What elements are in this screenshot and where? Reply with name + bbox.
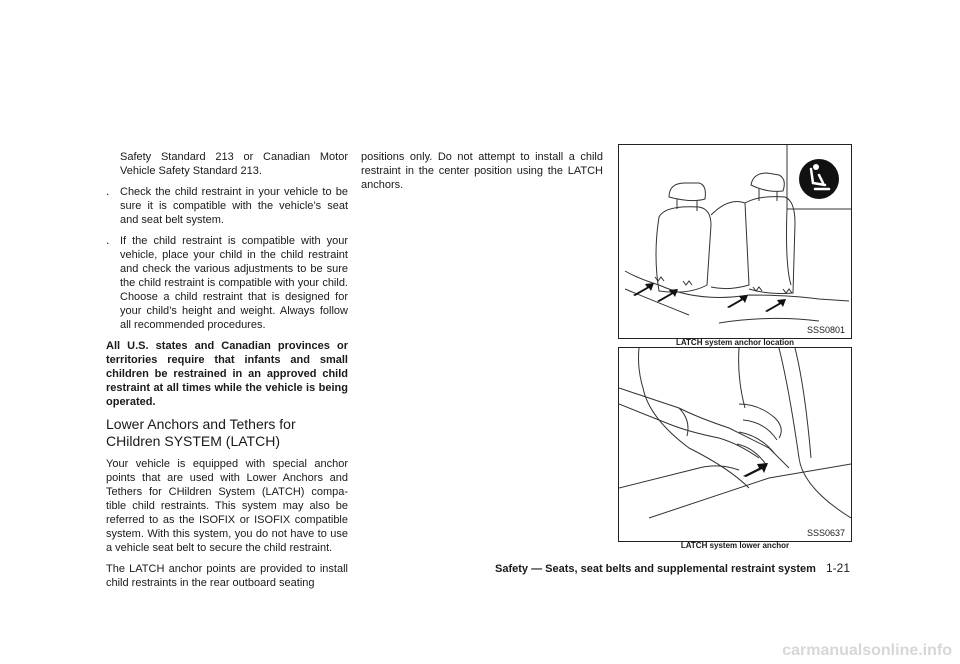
body-paragraph: The LATCH anchor points are provided to install child restraints in the rear outboard seating	[106, 563, 348, 589]
body-paragraph: Your vehicle is equipped with special anchor points that are used with Lower Anchors and Tethers for CHildren System (LATCH) compa-tible child restraints. This system may also be referred to as the ISOFIX or ISOFIX compatible system. With this system, you do not have to use a vehicle seat belt to secure the child restraint.	[106, 458, 348, 554]
child-seat-anchor-icon	[799, 159, 839, 199]
body-paragraph: positions only. Do not attempt to install a child restraint in the center position using the LATCH anchors.	[361, 151, 603, 191]
figure-caption: LATCH system anchor location	[675, 338, 795, 347]
figure-anchor-location	[618, 144, 852, 339]
bullet-item	[106, 185, 348, 227]
bullet-item	[106, 234, 348, 332]
left-column	[106, 150, 348, 597]
figure-caption: LATCH system lower anchor	[680, 541, 790, 550]
bullet-text: Check the child restraint in your vehicle to be sure it is compatible with the vehicle’s seat and seat belt system.	[120, 186, 348, 226]
page-footer	[470, 561, 850, 575]
continued-text: Safety Standard 213 or Canadian Motor Vehicle Safety Standard 213.	[120, 151, 348, 177]
figure-code: SSS0801	[806, 325, 845, 335]
section-heading: Lower Anchors and Tethers for CHildren SYSTEM (LATCH)	[106, 416, 296, 449]
figure-lower-anchor	[618, 347, 852, 542]
seat-illustration	[619, 145, 851, 338]
middle-column	[361, 150, 603, 199]
footer-section: Safety — Seats, seat belts and supplemental restraint system	[495, 563, 816, 575]
bullet-marker: .	[106, 233, 110, 247]
page-number: 1-21	[825, 561, 850, 575]
watermark: carmanualsonline.info	[782, 642, 952, 659]
hand-illustration	[619, 348, 851, 541]
bullet-marker: .	[106, 184, 110, 198]
figure-code: SSS0637	[806, 528, 845, 538]
warning-paragraph: All U.S. states and Canadian provinces or territories require that infants and small children be restrained in an approved child restraint at all times while the vehicle is being operated.	[106, 340, 348, 408]
bullet-text: If the child restraint is compatible with your vehicle, place your child in the child restraint and check the various adjustments to be sure the child restraint is compatible with your child. Choose a child restraint that is designed for your child’s height and weight. Always follow all recommended procedures.	[120, 235, 348, 331]
